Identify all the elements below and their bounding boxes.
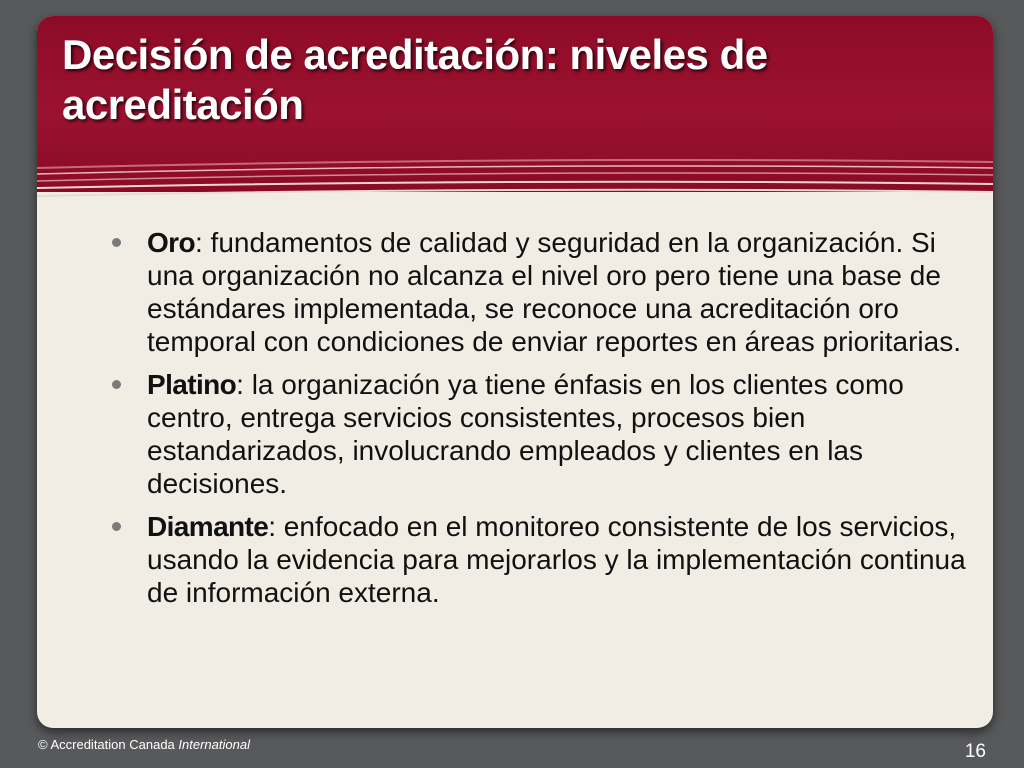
copyright-footer <box>38 737 250 753</box>
level-term: Diamante <box>147 511 269 542</box>
slide-card <box>37 16 993 728</box>
list-item <box>112 368 972 500</box>
level-term: Oro <box>147 227 195 258</box>
level-term: Platino <box>147 369 237 400</box>
copyright-text: © Accreditation Canada <box>38 737 175 752</box>
bullet-icon <box>112 522 121 531</box>
page-number: 16 <box>964 741 986 762</box>
bullet-icon <box>112 380 121 389</box>
copyright-italic-text: International <box>178 737 250 752</box>
level-description: : fundamentos de calidad y seguridad en la organización. Si una organización no alcanza el nivel oro pero tiene una base de estándares implementada, se reconoce una acreditación oro temporal con condiciones de enviar reportes en áreas prioritarias. <box>147 227 961 357</box>
list-item <box>112 510 972 609</box>
list-item <box>112 226 972 358</box>
bullet-icon <box>112 238 121 247</box>
level-description: : enfocado en el monitoreo consistente de los servicios, usando la evidencia para mejorarlos y la implementación continua de información externa. <box>147 511 966 608</box>
level-description: : la organización ya tiene énfasis en los clientes como centro, entrega servicios consistentes, procesos bien estandarizados, involucrando empleados y clientes en las decisiones. <box>147 369 904 499</box>
slide-title: Decisión de acreditación: niveles de acreditación <box>62 31 768 128</box>
bullet-list <box>112 226 972 619</box>
decorative-stripes <box>37 144 993 208</box>
